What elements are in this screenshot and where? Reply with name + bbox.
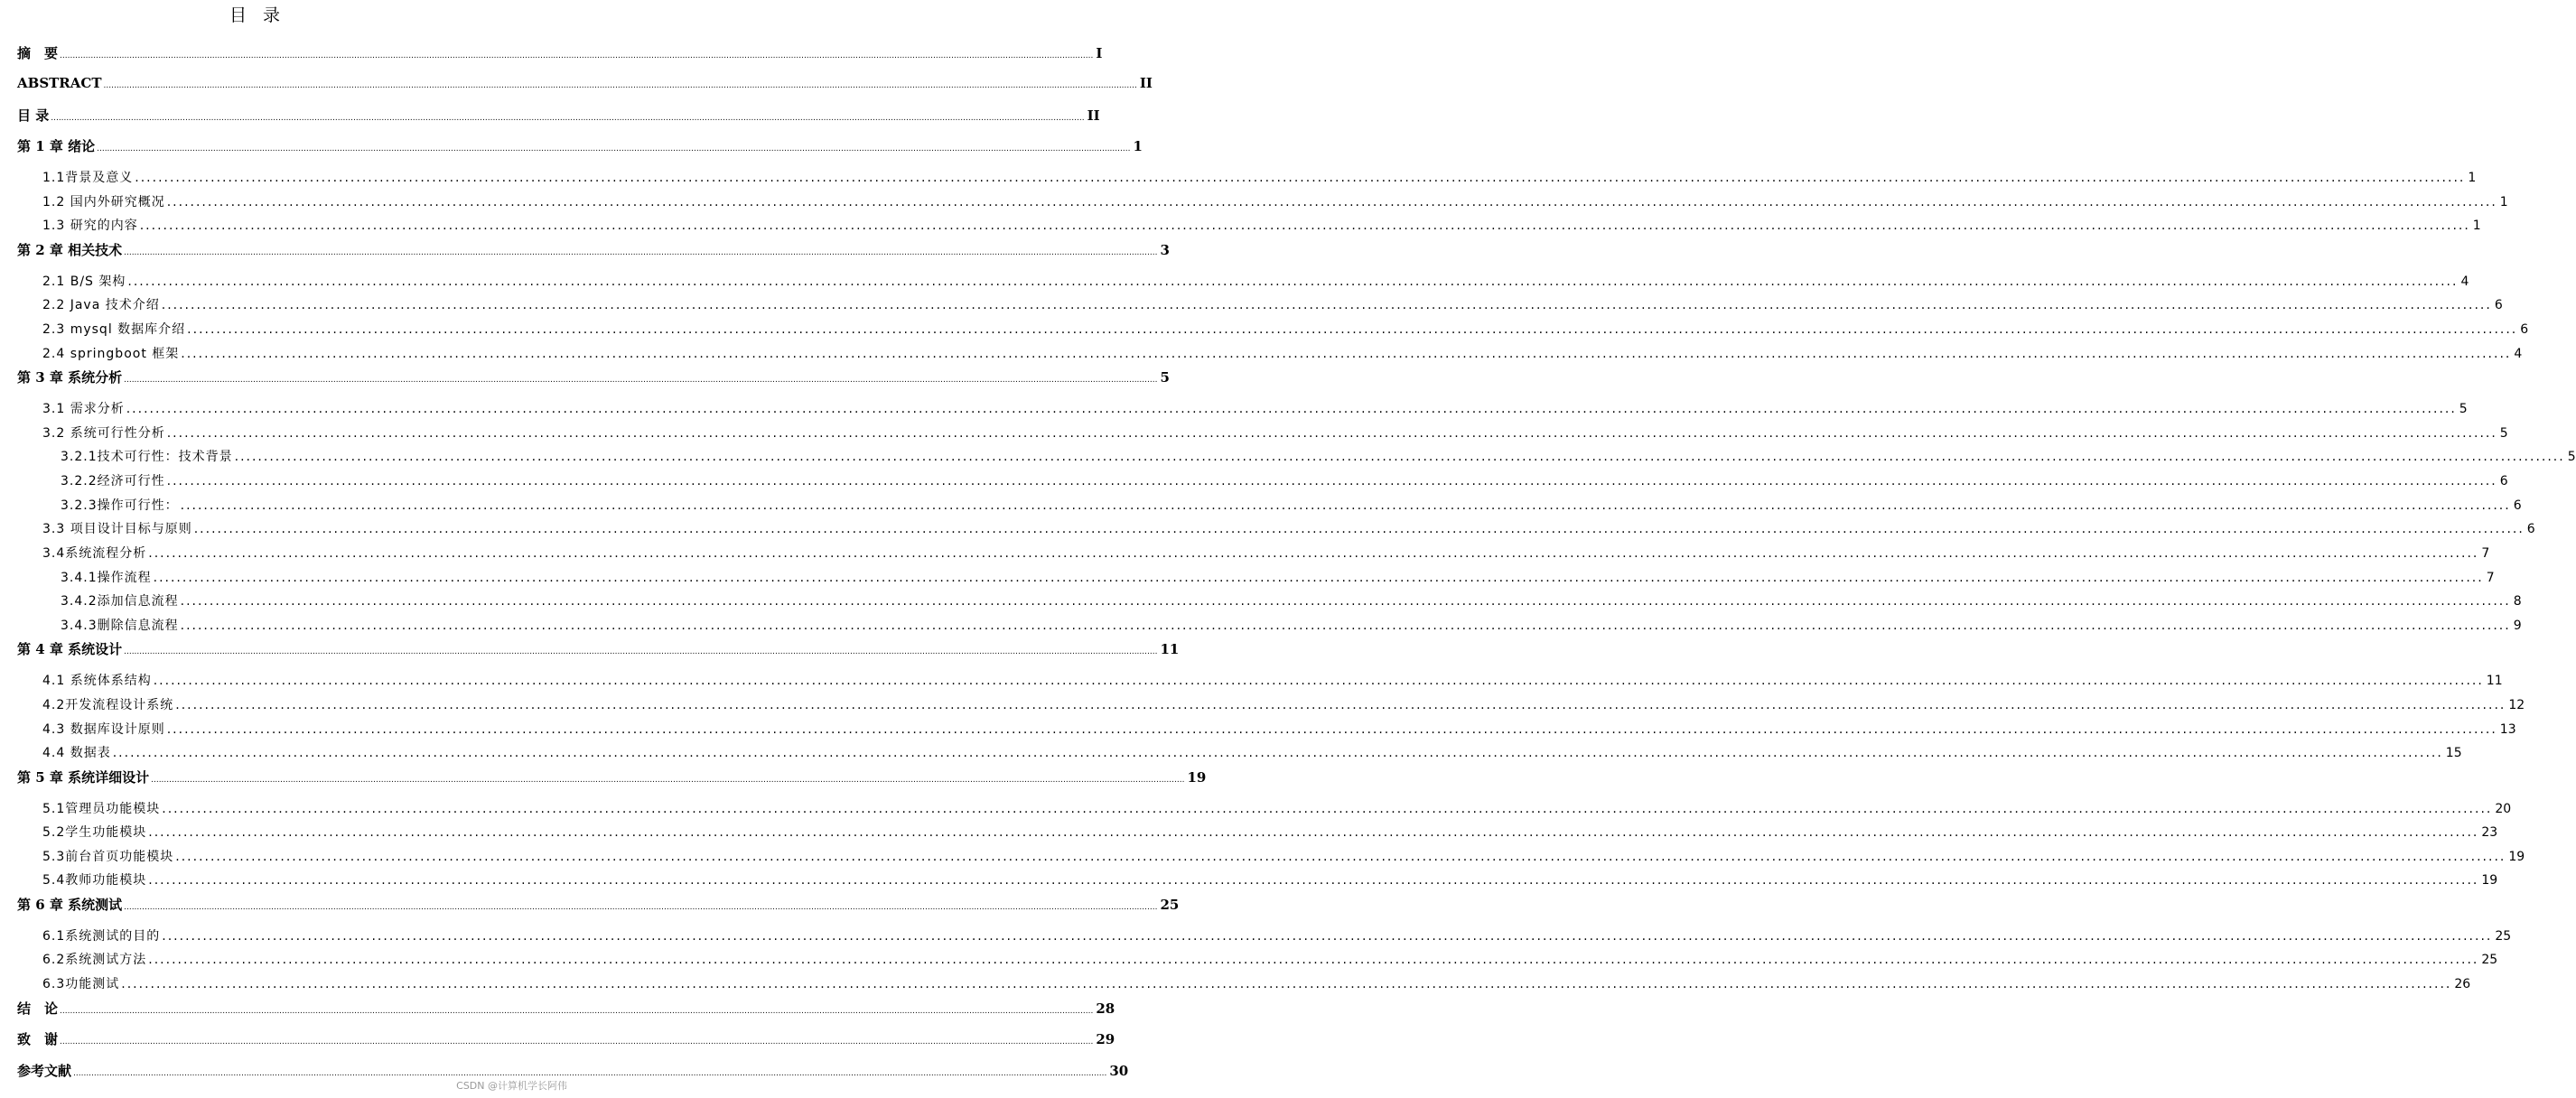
toc-entry-label: 第 5 章 系统详细设计 xyxy=(17,769,150,786)
toc-entry-label: 3.2.1技术可行性：技术背景 xyxy=(61,450,233,464)
toc-entry-label: 结 论 xyxy=(17,1000,59,1017)
toc-entry xyxy=(17,368,1170,386)
dot-leader: ................................................................................................................................................................................................................................................................................................................................................................................................................ xyxy=(187,322,2518,337)
toc-entry-page-number: 29 xyxy=(1096,1031,1115,1047)
dot-leader: ................................................................................................................................................................................................................................................................................................................................................................................................................ xyxy=(180,498,2511,513)
toc-entry-label: 6.2系统测试方法 xyxy=(42,953,147,967)
toc-entry-label: 4.3 数据库设计原则 xyxy=(42,722,165,737)
toc-entry xyxy=(61,496,2522,514)
toc-entry-page-number: 23 xyxy=(2481,825,2498,840)
dot-leader: ................................................................................................................................................................................................................................................................................................................................................................................................................ xyxy=(166,426,2497,441)
dot-leader: ................................................................................................................................................................................................................................................................................................................................................................................................................ xyxy=(161,298,2492,312)
dot-leader: ................................................................................................................................................................................................................................................................................................................................................................................................................ xyxy=(124,376,1158,385)
toc-entry xyxy=(42,192,2508,210)
dot-leader: ................................................................................................................................................................................................................................................................................................................................................................................................................ xyxy=(127,274,2459,289)
toc-entry xyxy=(42,344,2523,362)
dot-leader: ................................................................................................................................................................................................................................................................................................................................................................................................................ xyxy=(97,144,1131,154)
dot-leader: ................................................................................................................................................................................................................................................................................................................................................................................................................ xyxy=(162,929,2493,944)
dot-leader: ................................................................................................................................................................................................................................................................................................................................................................................................................ xyxy=(112,746,2443,760)
dot-leader: ................................................................................................................................................................................................................................................................................................................................................................................................................ xyxy=(166,195,2497,209)
toc-entry-label: 3.4.3删除信息流程 xyxy=(61,619,179,633)
toc-entry-page-number: 13 xyxy=(2499,722,2516,737)
toc-entry-label: 第 2 章 相关技术 xyxy=(17,242,123,258)
toc-entry-page-number: 5 xyxy=(2499,426,2508,441)
toc-entry-page-number: 19 xyxy=(2508,850,2525,864)
toc-entry-page-number: 9 xyxy=(2513,619,2522,633)
toc-entry-page-number: 7 xyxy=(2486,571,2495,585)
watermark: CSDN @计算机学长阿伟 xyxy=(456,1080,567,1092)
toc-entry xyxy=(42,926,2512,944)
toc-entry-page-number: 5 xyxy=(1160,369,1170,386)
toc-entry xyxy=(61,616,2522,634)
toc-entry xyxy=(42,671,2503,689)
toc-entry-label: 2.1 B/S 架构 xyxy=(42,274,126,289)
dot-leader: ................................................................................................................................................................................................................................................................................................................................................................................................................ xyxy=(151,776,1185,785)
toc-entry-page-number: 3 xyxy=(1160,242,1170,258)
toc-entry xyxy=(17,999,1115,1018)
page-title: 目 录 xyxy=(229,5,286,25)
toc-entry xyxy=(42,799,2512,817)
toc-entry-label: ABSTRACT xyxy=(17,75,102,91)
toc-entry-page-number: 15 xyxy=(2445,746,2462,760)
dot-leader: ................................................................................................................................................................................................................................................................................................................................................................................................................ xyxy=(153,571,2484,585)
dot-leader: ................................................................................................................................................................................................................................................................................................................................................................................................................ xyxy=(60,1038,1094,1047)
dot-leader: ................................................................................................................................................................................................................................................................................................................................................................................................................ xyxy=(180,619,2511,633)
toc-entry xyxy=(17,43,1103,62)
toc-entry-page-number: 1 xyxy=(2472,219,2481,233)
toc-entry-page-number: 26 xyxy=(2454,977,2471,991)
toc-entry xyxy=(17,240,1170,259)
dot-leader: ................................................................................................................................................................................................................................................................................................................................................................................................................ xyxy=(148,825,2479,840)
dot-leader: ................................................................................................................................................................................................................................................................................................................................................................................................................ xyxy=(60,1007,1094,1016)
toc-entry-label: 第 3 章 系统分析 xyxy=(17,369,123,386)
dot-leader: ................................................................................................................................................................................................................................................................................................................................................................................................................ xyxy=(148,953,2479,967)
toc-entry-label: 第 4 章 系统设计 xyxy=(17,641,123,657)
toc-entry-label: 3.1 需求分析 xyxy=(42,402,125,416)
toc-entry-label: 目 录 xyxy=(17,107,50,124)
toc-entry xyxy=(17,1029,1115,1048)
toc-entry xyxy=(61,591,2522,609)
toc-entry-page-number: 6 xyxy=(2526,522,2535,536)
toc-entry-page-number: 6 xyxy=(2520,322,2529,337)
toc-entry xyxy=(42,295,2503,313)
dot-leader: ................................................................................................................................................................................................................................................................................................................................................................................................................ xyxy=(121,977,2452,991)
dot-leader: ................................................................................................................................................................................................................................................................................................................................................................................................................ xyxy=(181,347,2512,361)
toc-entry-label: 摘 要 xyxy=(17,45,59,61)
toc-entry-page-number: I xyxy=(1096,45,1103,61)
toc-entry-label: 3.4.2添加信息流程 xyxy=(61,594,179,609)
toc-entry-page-number: 6 xyxy=(2499,474,2508,489)
dot-leader: ................................................................................................................................................................................................................................................................................................................................................................................................................ xyxy=(126,402,2457,416)
toc-entry-label: 4.4 数据表 xyxy=(42,746,111,760)
toc-entry-page-number: 1 xyxy=(1133,138,1143,154)
dot-leader: ................................................................................................................................................................................................................................................................................................................................................................................................................ xyxy=(148,873,2479,888)
toc-entry-label: 3.2.3操作可行性： xyxy=(61,498,179,513)
toc-entry-page-number: 20 xyxy=(2495,802,2512,816)
toc-entry-label: 4.1 系统体系结构 xyxy=(42,674,152,688)
dot-leader: ................................................................................................................................................................................................................................................................................................................................................................................................................ xyxy=(135,171,2466,185)
toc-entry-page-number: 11 xyxy=(1160,641,1180,657)
toc-entry-label: 2.2 Java 技术介绍 xyxy=(42,298,160,312)
toc-entry xyxy=(17,768,1207,786)
toc-entry xyxy=(61,471,2508,489)
toc-entry xyxy=(42,216,2481,234)
toc-entry-page-number: 25 xyxy=(1160,897,1180,913)
toc-entry-page-number: 1 xyxy=(2499,195,2508,209)
toc-entry xyxy=(42,743,2462,761)
toc-entry-label: 5.3前台首页功能模块 xyxy=(42,850,174,864)
toc-entry-label: 第 1 章 绪论 xyxy=(17,138,96,154)
toc-entry-label: 3.2.2经济可行性 xyxy=(61,474,165,489)
toc-entry-label: 参考文献 xyxy=(17,1063,72,1079)
toc-entry-label: 2.4 springboot 框架 xyxy=(42,347,180,361)
toc-entry-label: 3.2 系统可行性分析 xyxy=(42,426,165,441)
dot-leader: ................................................................................................................................................................................................................................................................................................................................................................................................................ xyxy=(139,219,2470,233)
dot-leader: ................................................................................................................................................................................................................................................................................................................................................................................................................ xyxy=(60,51,1094,60)
dot-leader: ................................................................................................................................................................................................................................................................................................................................................................................................................ xyxy=(51,114,1085,123)
dot-leader: ................................................................................................................................................................................................................................................................................................................................................................................................................ xyxy=(124,903,1158,912)
toc-entry-page-number: 30 xyxy=(1109,1063,1129,1079)
toc-entry-label: 1.2 国内外研究概况 xyxy=(42,195,165,209)
toc-entry xyxy=(42,519,2535,537)
dot-leader: ................................................................................................................................................................................................................................................................................................................................................................................................................ xyxy=(124,647,1158,656)
dot-leader: ................................................................................................................................................................................................................................................................................................................................................................................................................ xyxy=(193,522,2525,536)
toc-entry xyxy=(42,823,2498,841)
toc-entry-page-number: 5 xyxy=(2459,402,2468,416)
dot-leader: ................................................................................................................................................................................................................................................................................................................................................................................................................ xyxy=(162,802,2493,816)
toc-entry xyxy=(42,320,2529,338)
toc-entry-page-number: 28 xyxy=(1096,1000,1115,1017)
toc-entry xyxy=(42,423,2508,442)
toc-entry-page-number: 12 xyxy=(2508,698,2525,712)
toc-entry xyxy=(17,895,1180,914)
toc-entry-page-number: 19 xyxy=(2481,873,2498,888)
toc-entry xyxy=(17,1061,1129,1080)
dot-leader: ................................................................................................................................................................................................................................................................................................................................................................................................................ xyxy=(148,546,2479,561)
toc-entry-page-number: 19 xyxy=(1187,769,1207,786)
toc-entry xyxy=(42,870,2498,889)
dot-leader: ................................................................................................................................................................................................................................................................................................................................................................................................................ xyxy=(175,850,2506,864)
toc-entry-page-number: II xyxy=(1087,107,1100,124)
toc-entry xyxy=(42,695,2525,713)
toc-entry xyxy=(17,75,1153,91)
dot-leader: ................................................................................................................................................................................................................................................................................................................................................................................................................ xyxy=(153,674,2484,688)
dot-leader: ................................................................................................................................................................................................................................................................................................................................................................................................................ xyxy=(166,474,2497,489)
dot-leader: ................................................................................................................................................................................................................................................................................................................................................................................................................ xyxy=(103,81,1137,90)
toc-entry-page-number: 1 xyxy=(2468,171,2477,185)
toc-entry xyxy=(17,136,1143,155)
toc-entry xyxy=(17,639,1180,658)
toc-entry-page-number: 4 xyxy=(2460,274,2469,289)
toc-entry-label: 3.3 项目设计目标与原则 xyxy=(42,522,192,536)
toc-entry xyxy=(42,974,2471,992)
dot-leader: ................................................................................................................................................................................................................................................................................................................................................................................................................ xyxy=(175,698,2506,712)
toc-entry xyxy=(17,106,1100,125)
toc-entry-page-number: 5 xyxy=(2567,450,2576,464)
toc-entry-page-number: 7 xyxy=(2481,546,2490,561)
toc-entry-label: 第 6 章 系统测试 xyxy=(17,897,123,913)
toc-entry-label: 5.2学生功能模块 xyxy=(42,825,147,840)
toc-entry-page-number: 8 xyxy=(2513,594,2522,609)
toc-entry-label: 4.2开发流程设计系统 xyxy=(42,698,174,712)
toc-entry-page-number: 6 xyxy=(2513,498,2522,513)
toc-entry xyxy=(42,544,2490,562)
dot-leader: ................................................................................................................................................................................................................................................................................................................................................................................................................ xyxy=(180,594,2511,609)
toc-entry-label: 5.1管理员功能模块 xyxy=(42,802,161,816)
toc-entry xyxy=(61,447,2576,465)
toc-entry-page-number: 4 xyxy=(2514,347,2523,361)
toc-entry-label: 5.4教师功能模块 xyxy=(42,873,147,888)
toc-entry xyxy=(42,399,2468,417)
dot-leader: ................................................................................................................................................................................................................................................................................................................................................................................................................ xyxy=(73,1069,1107,1078)
toc-entry-label: 2.3 mysql 数据库介绍 xyxy=(42,322,186,337)
toc-entry xyxy=(42,950,2498,968)
toc-entry-label: 3.4系统流程分析 xyxy=(42,546,147,561)
toc-entry-label: 6.3功能测试 xyxy=(42,977,120,991)
toc-entry-page-number: 25 xyxy=(2481,953,2498,967)
toc-entry-label: 3.4.1操作流程 xyxy=(61,571,152,585)
toc-entry-page-number: 6 xyxy=(2494,298,2503,312)
toc-entry-label: 1.3 研究的内容 xyxy=(42,219,138,233)
toc-entry xyxy=(42,168,2477,186)
toc-entry-label: 6.1系统测试的目的 xyxy=(42,929,161,944)
toc-entry-label: 1.1背景及意义 xyxy=(42,171,134,185)
dot-leader: ................................................................................................................................................................................................................................................................................................................................................................................................................ xyxy=(124,248,1158,257)
toc-entry xyxy=(61,568,2495,586)
dot-leader: ................................................................................................................................................................................................................................................................................................................................................................................................................ xyxy=(234,450,2565,464)
toc-entry-page-number: 25 xyxy=(2495,929,2512,944)
toc-entry-page-number: 11 xyxy=(2486,674,2503,688)
toc-entry xyxy=(42,272,2469,290)
toc-entry xyxy=(42,847,2525,865)
toc-entry xyxy=(42,720,2516,738)
toc-entry-label: 致 谢 xyxy=(17,1031,59,1047)
dot-leader: ................................................................................................................................................................................................................................................................................................................................................................................................................ xyxy=(166,722,2497,737)
toc-entry-page-number: II xyxy=(1139,75,1153,91)
